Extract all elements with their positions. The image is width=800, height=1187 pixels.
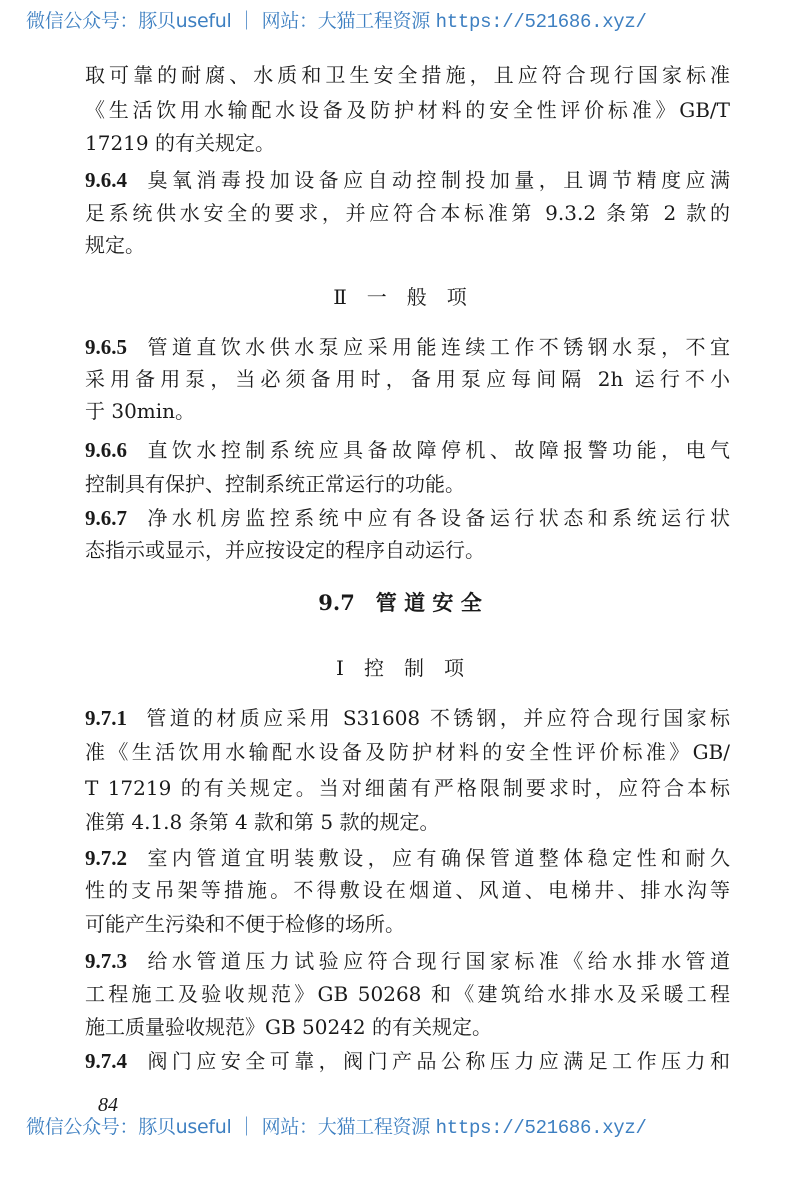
heading-general-items: Ⅱ 一 般 项 [333,285,467,309]
watermark-url[interactable]: https://521686.xyz/ [435,11,647,33]
page-number: 84 [98,1094,118,1116]
watermark-bottom [26,1112,776,1139]
text-line: 性的支吊架等措施。不得敷设在烟道、风道、电梯井、排水沟等 [85,878,730,902]
text-line: 直饮水控制系统应具备故障停机、故障报警功能，电气 [143,438,730,462]
watermark-url[interactable]: https://521686.xyz/ [435,1117,647,1139]
text-line: 管道的材质应采用 S31608 不锈钢，并应符合现行国家标 [143,706,730,730]
text-line: 于 30min。 [85,399,196,423]
text-line: 管道直饮水供水泵应采用能连续工作不锈钢水泵，不宜 [143,335,730,359]
text-line: 给水管道压力试验应符合现行国家标准《给水排水管道 [143,949,730,973]
text-line: 取可靠的耐腐、水质和卫生安全措施，且应符合现行国家标准 [85,63,730,87]
text-line: 控制具有保护、控制系统正常运行的功能。 [85,472,465,496]
clause-number: 9.7.1 [85,706,127,730]
clause-9-7-2 [85,845,730,871]
clause-9-7-4 [85,1048,730,1074]
text-line: 净水机房监控系统中应有各设备运行状态和系统运行状 [143,506,730,530]
clause-number: 9.7.3 [85,949,127,973]
clause-9-6-4 [85,167,730,193]
text-line: 施工质量验收规范》GB 50242 的有关规定。 [85,1015,493,1039]
clause-number: 9.6.4 [85,168,127,192]
text-line: 室内管道宜明装敷设，应有确保管道整体稳定性和耐久 [143,846,730,870]
clause-number: 9.7.4 [85,1049,127,1073]
watermark-top [26,6,776,33]
clause-number: 9.6.5 [85,335,127,359]
text-line: 准《生活饮用水输配水设备及防护材料的安全性评价标准》GB/ [85,740,730,764]
clause-9-6-7 [85,505,730,531]
text-line: T 17219 的有关规定。当对细菌有严格限制要求时，应符合本标 [85,776,730,800]
text-line: 《生活饮用水输配水设备及防护材料的安全性评价标准》GB/T [85,98,730,122]
text-line: 17219 的有关规定。 [85,131,275,155]
clause-9-6-6 [85,437,730,463]
heading-control-items: Ⅰ 控 制 项 [336,656,464,680]
section-heading-9-7: 9.7 管 道 安 全 [318,590,482,615]
clause-number: 9.6.6 [85,438,127,462]
text-line: 可能产生污染和不便于检修的场所。 [85,912,405,936]
text-line: 工程施工及验收规范》GB 50268 和《建筑给水排水及采暖工程 [85,982,730,1006]
watermark-text: 微信公众号：豚贝useful ｜ 网站：大猫工程资源 [26,10,436,32]
clause-9-7-1 [85,705,730,731]
clause-number: 9.6.7 [85,506,127,530]
clause-9-6-5 [85,334,730,360]
text-line: 臭氧消毒投加设备应自动控制投加量，且调节精度应满 [143,168,730,192]
text-line: 阀门应安全可靠，阀门产品公称压力应满足工作压力和 [143,1049,730,1073]
text-line: 规定。 [85,233,145,257]
text-line: 准第 4.1.8 条第 4 款和第 5 款的规定。 [85,810,440,834]
clause-9-7-3 [85,948,730,974]
clause-number: 9.7.2 [85,846,127,870]
text-line: 采用备用泵，当必须备用时，备用泵应每间隔 2h 运行不小 [85,367,730,391]
text-line: 足系统供水安全的要求，并应符合本标准第 9.3.2 条第 2 款的 [85,201,730,225]
watermark-text: 微信公众号：豚贝useful ｜ 网站：大猫工程资源 [26,1116,436,1138]
text-line: 态指示或显示，并应按设定的程序自动运行。 [85,538,485,562]
